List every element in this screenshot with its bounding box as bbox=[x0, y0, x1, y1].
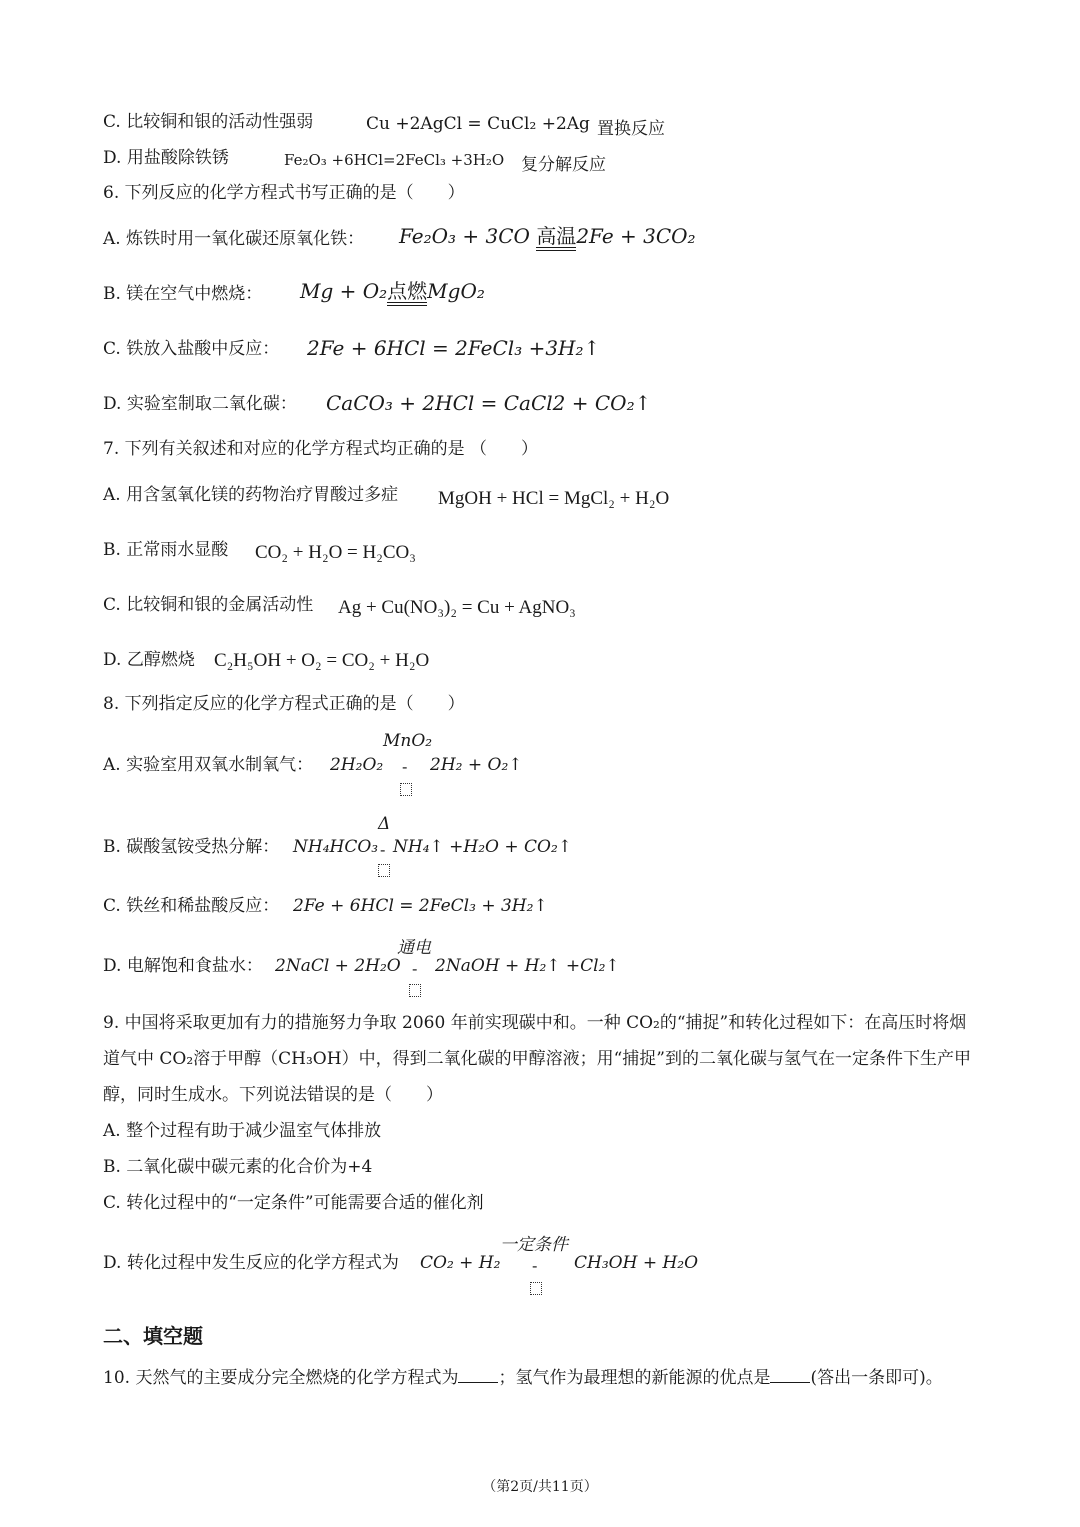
q6-c-label: C. 铁放入盐酸中反应： bbox=[103, 339, 280, 359]
q5-c-type: 置换反应 bbox=[597, 119, 665, 139]
q6-b-condition: 点燃 bbox=[387, 281, 427, 306]
q8-d-dash: - bbox=[412, 959, 418, 978]
q6-b-right: MgO₂ bbox=[427, 279, 485, 303]
q5-c-equation: Cu +2AgCl = CuCl₂ +2Ag bbox=[366, 114, 590, 134]
q7-d-label: D. 乙醇燃烧 bbox=[103, 650, 195, 670]
q6-d-label: D. 实验室制取二氧化碳： bbox=[103, 394, 297, 414]
q6-stem: 6. 下列反应的化学方程式书写正确的是（ ） bbox=[103, 183, 465, 203]
q7-a-label: A. 用含氢氧化镁的药物治疗胃酸过多症 bbox=[103, 485, 399, 505]
q8-b-left: NH₄HCO₃ bbox=[293, 837, 379, 857]
q8-c-label: C. 铁丝和稀盐酸反应： bbox=[103, 896, 280, 916]
q8-b-placeholder-box bbox=[378, 864, 390, 877]
q8-d-right: 2NaOH + H₂↑ +Cl₂↑ bbox=[435, 956, 620, 976]
q9-stem: 9. 中国将采取更加有力的措施努力争取 2060 年前实现碳中和。一种 CO₂的“捕捉”和转化过程如下：在高压时将烟道气中 CO₂溶于甲醇（CH₃OH）中，得到二氧化碳的甲醇溶液；用“捕捉”到的二氧化碳与氢气在一定条件下生产甲醇，同时生成水。下列说法错误的是（ ） bbox=[103, 1013, 971, 1105]
q7-c-equation: Ag + Cu(NO₃)₂ = Cu + AgNO₃ bbox=[338, 597, 576, 618]
q9-d-dash: - bbox=[532, 1256, 538, 1275]
q5-d-equation: Fe₂O₃ +6HCl=2FeCl₃ +3H₂O bbox=[284, 151, 505, 169]
q7-c-label: C. 比较铜和银的金属活动性 bbox=[103, 595, 314, 615]
q5-option-d bbox=[103, 150, 229, 167]
q6-c-equation: 2Fe + 6HCl = 2FeCl₃ +3H₂↑ bbox=[307, 336, 601, 360]
q8-b-right: NH₄↑ +H₂O + CO₂↑ bbox=[393, 837, 573, 857]
q8-stem: 8. 下列指定反应的化学方程式正确的是（ ） bbox=[103, 694, 465, 714]
q8-b-label: B. 碳酸氢铵受热分解： bbox=[103, 837, 280, 857]
q5-c-label: C. 比较铜和银的活动性强弱 bbox=[103, 112, 314, 132]
q7-b-equation: CO₂ + H₂O = H₂CO₃ bbox=[255, 542, 416, 563]
q9-d-label: D. 转化过程中发生反应的化学方程式为 bbox=[103, 1253, 399, 1273]
q8-c-equation: 2Fe + 6HCl = 2FeCl₃ + 3H₂↑ bbox=[293, 896, 548, 916]
q5-option-c bbox=[103, 114, 313, 131]
q8-b-dash: - bbox=[380, 840, 386, 859]
q8-a-right: 2H₂ + O₂↑ bbox=[430, 755, 523, 775]
q8-d-placeholder-box bbox=[409, 984, 421, 997]
q6-d-equation: CaCO₃ + 2HCl = CaCl2 + CO₂↑ bbox=[326, 391, 652, 415]
q8-d-left: 2NaCl + 2H₂O bbox=[275, 956, 401, 976]
q7-b-label: B. 正常雨水显酸 bbox=[103, 540, 229, 560]
q10-blank-1[interactable] bbox=[458, 1366, 498, 1383]
q6-b-left: Mg + O₂ bbox=[300, 279, 388, 303]
q5-d-type: 复分解反应 bbox=[521, 155, 606, 175]
page-number: （第2页/共11页） bbox=[482, 1479, 598, 1495]
q10-question bbox=[103, 1360, 978, 1396]
q10-part1: 10. 天然气的主要成分完全燃烧的化学方程式为 bbox=[103, 1368, 459, 1388]
q9-d-right: CH₃OH + H₂O bbox=[574, 1253, 699, 1273]
q8-a-dash: - bbox=[402, 757, 408, 776]
q8-a-placeholder-box bbox=[400, 783, 412, 796]
q6-a-condition: 高温 bbox=[536, 226, 576, 251]
q9-option-c: C. 转化过程中的“一定条件”可能需要合适的催化剂 bbox=[103, 1193, 484, 1213]
q10-part3: (答出一条即可)。 bbox=[810, 1368, 943, 1388]
q8-a-condition: MnO₂ bbox=[383, 731, 433, 751]
q10-blank-2[interactable] bbox=[770, 1366, 810, 1383]
q8-b-condition: Δ bbox=[378, 814, 391, 834]
q6-b-equation bbox=[300, 279, 485, 306]
section-title: 二、填空题 bbox=[103, 1324, 203, 1348]
q9-d-placeholder-box bbox=[530, 1282, 542, 1295]
q9-d-left: CO₂ + H₂ bbox=[420, 1253, 501, 1273]
q7-a-equation: MgOH + HCl = MgCl₂ + H₂O bbox=[438, 488, 670, 509]
q8-d-label: D. 电解饱和食盐水： bbox=[103, 956, 263, 976]
q6-a-right: 2Fe + 3CO₂ bbox=[576, 224, 696, 248]
q10-part2: ；氢气作为最理想的新能源的优点是 bbox=[498, 1368, 771, 1388]
q9-d-condition: 一定条件 bbox=[500, 1235, 568, 1255]
q7-stem: 7. 下列有关叙述和对应的化学方程式均正确的是 （ ） bbox=[103, 439, 539, 459]
q6-a-equation bbox=[399, 224, 696, 251]
q8-a-label: A. 实验室用双氧水制氧气： bbox=[103, 755, 314, 775]
q9-option-b: B. 二氧化碳中碳元素的化合价为+4 bbox=[103, 1157, 373, 1177]
q7-d-equation: C₂H₅OH + O₂ = CO₂ + H₂O bbox=[214, 650, 430, 671]
q5-d-label: D. 用盐酸除铁锈 bbox=[103, 148, 229, 168]
q8-d-condition: 通电 bbox=[397, 938, 431, 958]
q6-a-left: Fe₂O₃ + 3CO bbox=[399, 224, 530, 248]
q6-a-label: A. 炼铁时用一氧化碳还原氧化铁： bbox=[103, 229, 365, 249]
q8-a-left: 2H₂O₂ bbox=[330, 755, 384, 775]
q6-b-label: B. 镁在空气中燃烧： bbox=[103, 284, 263, 304]
q9-option-a: A. 整个过程有助于减少温室气体排放 bbox=[103, 1121, 382, 1141]
